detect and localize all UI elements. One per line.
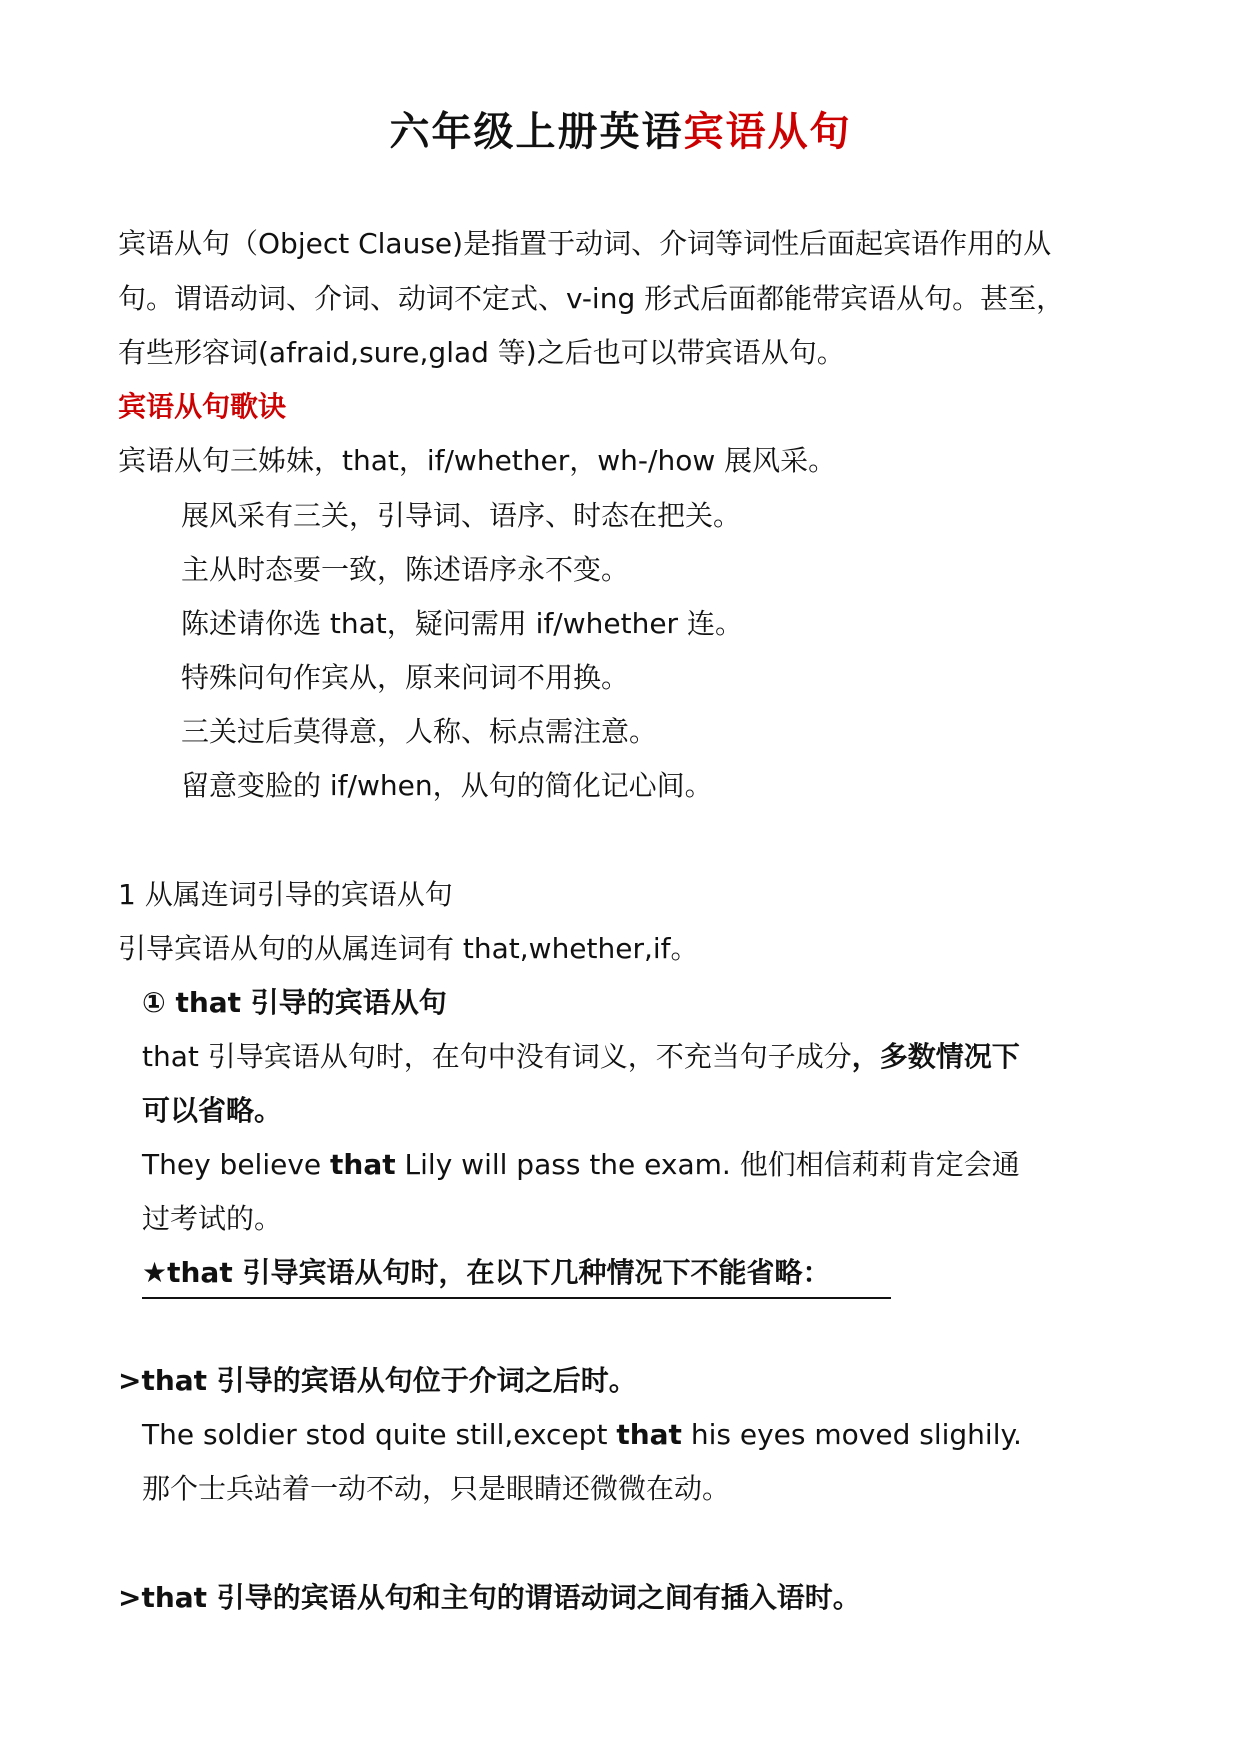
explanation-line-2: 可以省略。 bbox=[142, 1094, 283, 1127]
case-2-heading: >that 引导的宾语从句和主句的谓语动词之间有插入语时。 bbox=[118, 1581, 861, 1614]
example-continuation: 过考试的。 bbox=[142, 1202, 283, 1235]
section-1-description: 引导宾语从句的从属连词有 that,whether,if。 bbox=[118, 932, 699, 965]
rhyme-line: 展风采有三关，引导词、语序、时态在把关。 bbox=[181, 499, 742, 532]
title-part-red: 宾语从句 bbox=[683, 109, 852, 155]
example-keyword: that bbox=[616, 1418, 682, 1451]
rhyme-line: 特殊问句作宾从，原来问词不用换。 bbox=[181, 661, 630, 694]
rhyme-line: 三关过后莫得意，人称、标点需注意。 bbox=[181, 715, 658, 748]
example-text: Lily will pass the exam. 他们相信莉莉肯定会通 bbox=[395, 1148, 1020, 1181]
case-1-translation: 那个士兵站着一动不动，只是眼睛还微微在动。 bbox=[142, 1472, 731, 1505]
rhyme-first-line: 宾语从句三姊妹，that，if/whether，wh-/how 展风采。 bbox=[118, 444, 837, 477]
section-1-heading: 1 从属连词引导的宾语从句 bbox=[118, 878, 453, 911]
subsection-heading: ① that 引导的宾语从句 bbox=[142, 986, 447, 1019]
rhyme-line: 陈述请你选 that，疑问需用 if/whether 连。 bbox=[181, 607, 743, 640]
explanation-emphasis: ，多数情况下 bbox=[851, 1040, 1020, 1073]
explanation-text: that 引导宾语从句时，在句中没有词义，不充当句子成分 bbox=[142, 1040, 852, 1073]
intro-line-3: 有些形容词(afraid,sure,glad 等)之后也可以带宾语从句。 bbox=[118, 336, 845, 369]
case-1-heading: >that 引导的宾语从句位于介词之后时。 bbox=[118, 1364, 637, 1397]
rhyme-line: 主从时态要一致，陈述语序永不变。 bbox=[181, 553, 630, 586]
example-text: his eyes moved slighily. bbox=[681, 1418, 1022, 1451]
note-underline bbox=[142, 1297, 891, 1299]
case-1-example bbox=[142, 1415, 1022, 1455]
example-text: The soldier stod quite still,except bbox=[142, 1418, 617, 1451]
example-text: They believe bbox=[142, 1148, 331, 1181]
rule-note: ★that 引导宾语从句时，在以下几种情况下不能省略： bbox=[142, 1256, 831, 1289]
example-sentence bbox=[142, 1145, 1020, 1185]
explanation-line-1 bbox=[142, 1037, 1020, 1077]
title-part-black: 六年级上册英语 bbox=[389, 109, 684, 155]
rhyme-line: 留意变脸的 if/when，从句的简化记心间。 bbox=[181, 769, 713, 802]
example-keyword: that bbox=[330, 1148, 396, 1181]
page-title bbox=[0, 104, 1241, 160]
intro-line-1: 宾语从句（Object Clause)是指置于动词、介词等词性后面起宾语作用的从 bbox=[118, 227, 1052, 260]
rhyme-heading: 宾语从句歌诀 bbox=[118, 390, 287, 423]
intro-line-2: 句。谓语动词、介词、动词不定式、v-ing 形式后面都能带宾语从句。甚至， bbox=[118, 282, 1065, 315]
